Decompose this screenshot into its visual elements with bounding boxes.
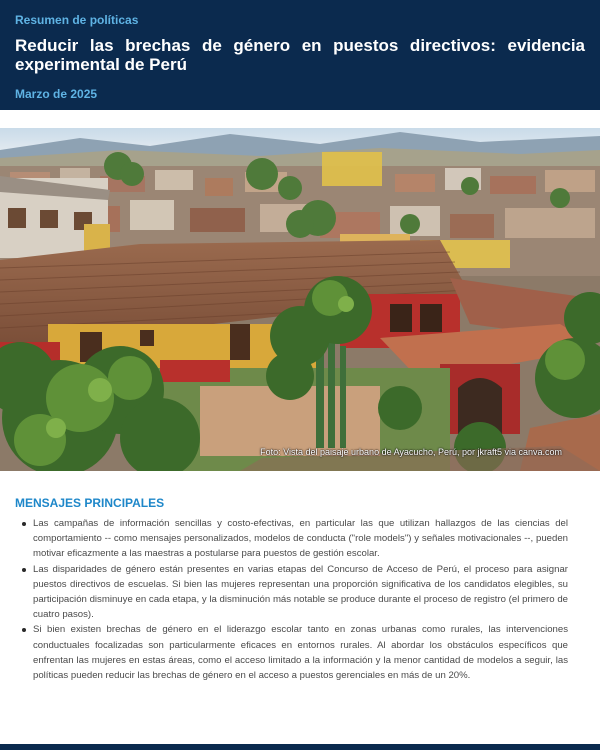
list-item <box>22 562 568 623</box>
bullet-icon <box>22 628 26 632</box>
key-messages-list <box>22 516 568 683</box>
document-title: Reducir las brechas de género en puestos directivos: evidencia experimental de Perú <box>15 36 585 74</box>
publication-date: Marzo de 2025 <box>15 87 98 101</box>
key-messages-heading: MENSAJES PRINCIPALES <box>15 496 165 510</box>
list-item <box>22 622 568 683</box>
document-type-label: Resumen de políticas <box>15 13 139 27</box>
photo-caption: Foto: Vista del paisaje urbano de Ayacucho, Perú, por jkraft5 via canva.com <box>260 447 562 457</box>
message-text: Si bien existen brechas de género en el liderazgo escolar tanto en zonas urbanas como rurales, las intervenciones conductuales focalizadas son particularmente eficaces en entornos rurales. Al abordar los obstáculos específicos que enfrentan las mujeres en estas áreas, como el acceso limitado a la información y la menor cantidad de modelos a seguir, las políticas pueden reducir las brechas de género en el acceso a puestos gerenciales en más de un 20%. <box>33 624 568 682</box>
footer-bar <box>0 744 600 750</box>
message-text: Las campañas de información sencillas y costo-efectivas, en particular las que utilizan hallazgos de las ciencias del comportamiento -- como mensajes personalizados, modelos de conducta ("role models") y señales motivacionales --, pueden motivar eficazmente a las maestras a postularse para puestos de gestión escolar. <box>33 518 568 560</box>
cityscape-photo <box>0 128 600 471</box>
list-item <box>22 516 568 562</box>
bullet-icon <box>22 568 26 572</box>
message-text: Las disparidades de género están presentes en varias etapas del Concurso de Acceso de Perú, el proceso para asignar puestos directivos de escuelas. Si bien las mujeres representan una proporción significativa de los candidatos elegibles, su participación disminuye en cada etapa, y la disminución más notable se produce durante el proceso de registro (el primero de cuatro pasos). <box>33 563 568 621</box>
bullet-icon <box>22 522 26 526</box>
header-banner <box>0 0 600 110</box>
cityscape-illustration <box>0 128 600 471</box>
